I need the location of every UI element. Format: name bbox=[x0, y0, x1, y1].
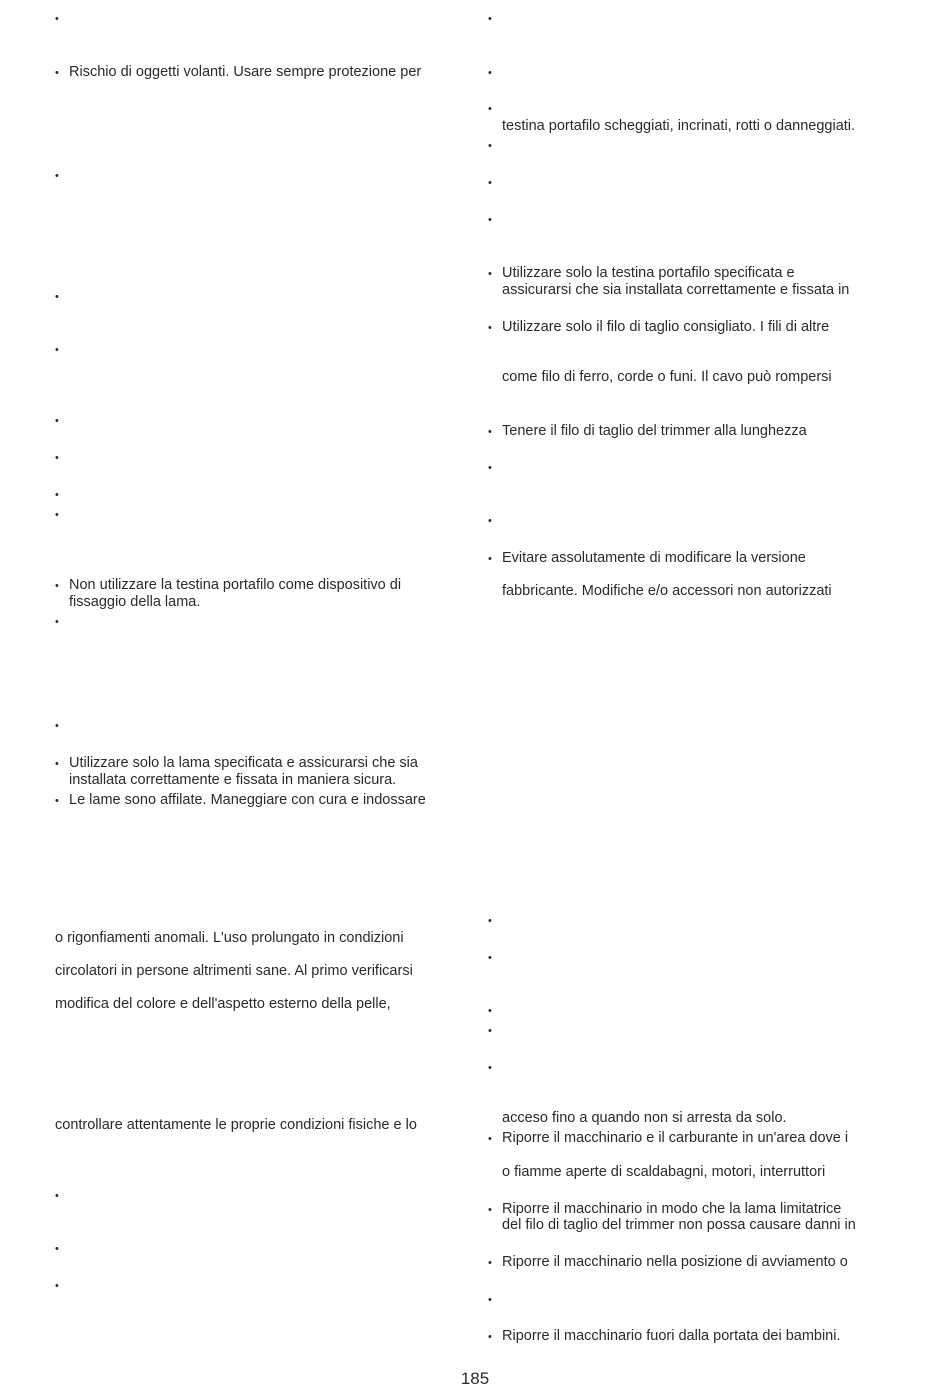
bullet bbox=[488, 1130, 496, 1148]
right-bullet-text: o fiamme aperte di scaldabagni, motori, interruttori bbox=[502, 1164, 826, 1180]
bullet bbox=[55, 486, 63, 504]
right-bullet-text: testina portafilo scheggiati, incrinati, rotti o danneggiati. bbox=[502, 118, 856, 134]
left-bullet-text: Le lame sono affilate. Maneggiare con cura e indossare bbox=[69, 792, 426, 808]
bullet bbox=[488, 10, 496, 28]
right-bullet-text: assicurarsi che sia installata correttamente e fissata in bbox=[502, 282, 850, 298]
bullet bbox=[488, 1254, 496, 1272]
bullet bbox=[488, 137, 496, 155]
bullet bbox=[488, 1002, 496, 1020]
bullet bbox=[488, 912, 496, 930]
bullet bbox=[488, 1291, 496, 1309]
bullet bbox=[55, 613, 63, 631]
bullet bbox=[488, 459, 496, 477]
bullet bbox=[488, 550, 496, 568]
left-bullet-text: fissaggio della lama. bbox=[69, 594, 201, 610]
bullet bbox=[55, 341, 63, 359]
bullet bbox=[488, 265, 496, 283]
paragraph-line: controllare attentamente le proprie condizioni fisiche e lo bbox=[55, 1117, 417, 1133]
bullet bbox=[55, 577, 63, 595]
bullet bbox=[55, 167, 63, 185]
right-bullet-text: Tenere il filo di taglio del trimmer alla lunghezza bbox=[502, 423, 807, 439]
paragraph-line: circolatori in persone altrimenti sane. Al primo verificarsi bbox=[55, 963, 413, 979]
right-bullet-text: Evitare assolutamente di modificare la versione bbox=[502, 550, 806, 566]
bullet bbox=[488, 100, 496, 118]
bullet bbox=[488, 1022, 496, 1040]
bullet bbox=[55, 449, 63, 467]
bullet bbox=[488, 64, 496, 82]
bullet bbox=[488, 1201, 496, 1219]
right-bullet-text: Utilizzare solo il filo di taglio consigliato. I fili di altre bbox=[502, 319, 830, 335]
bullet bbox=[55, 288, 63, 306]
bullet bbox=[55, 10, 63, 28]
page-number: 185 bbox=[460, 1369, 490, 1388]
bullet bbox=[488, 423, 496, 441]
right-bullet-text: del filo di taglio del trimmer non possa causare danni in bbox=[502, 1217, 856, 1233]
bullet bbox=[488, 1059, 496, 1077]
right-bullet-text: Riporre il macchinario e il carburante in un'area dove i bbox=[502, 1130, 849, 1146]
bullet bbox=[55, 1277, 63, 1295]
bullet bbox=[55, 1187, 63, 1205]
bullet bbox=[488, 319, 496, 337]
paragraph-line: modifica del colore e dell'aspetto esterno della pelle, bbox=[55, 996, 391, 1012]
left-bullet-text: installata correttamente e fissata in maniera sicura. bbox=[69, 772, 397, 788]
right-bullet-text: fabbricante. Modifiche e/o accessori non autorizzati bbox=[502, 583, 832, 599]
bullet bbox=[488, 949, 496, 967]
right-bullet-text: acceso fino a quando non si arresta da solo. bbox=[502, 1110, 787, 1126]
bullet bbox=[488, 211, 496, 229]
bullet bbox=[55, 792, 63, 810]
bullet bbox=[488, 174, 496, 192]
right-bullet-text: Riporre il macchinario nella posizione di avviamento o bbox=[502, 1254, 848, 1270]
bullet bbox=[55, 1240, 63, 1258]
bullet bbox=[55, 506, 63, 524]
bullet bbox=[55, 412, 63, 430]
bullet bbox=[488, 512, 496, 530]
right-bullet-text: Riporre il macchinario in modo che la lama limitatrice bbox=[502, 1201, 842, 1217]
right-bullet-text: come filo di ferro, corde o funi. Il cavo può rompersi bbox=[502, 369, 832, 385]
bullet bbox=[55, 717, 63, 735]
bullet bbox=[55, 755, 63, 773]
bullet bbox=[488, 1328, 496, 1346]
bullet bbox=[55, 64, 63, 82]
left-bullet-text: Utilizzare solo la lama specificata e assicurarsi che sia bbox=[69, 755, 418, 771]
paragraph-line: o rigonfiamenti anomali. L'uso prolungato in condizioni bbox=[55, 930, 404, 946]
right-bullet-text: Riporre il macchinario fuori dalla portata dei bambini. bbox=[502, 1328, 841, 1344]
left-bullet-text: Rischio di oggetti volanti. Usare sempre protezione per bbox=[69, 64, 422, 80]
left-bullet-text: Non utilizzare la testina portafilo come dispositivo di bbox=[69, 577, 402, 593]
right-bullet-text: Utilizzare solo la testina portafilo specificata e bbox=[502, 265, 795, 281]
